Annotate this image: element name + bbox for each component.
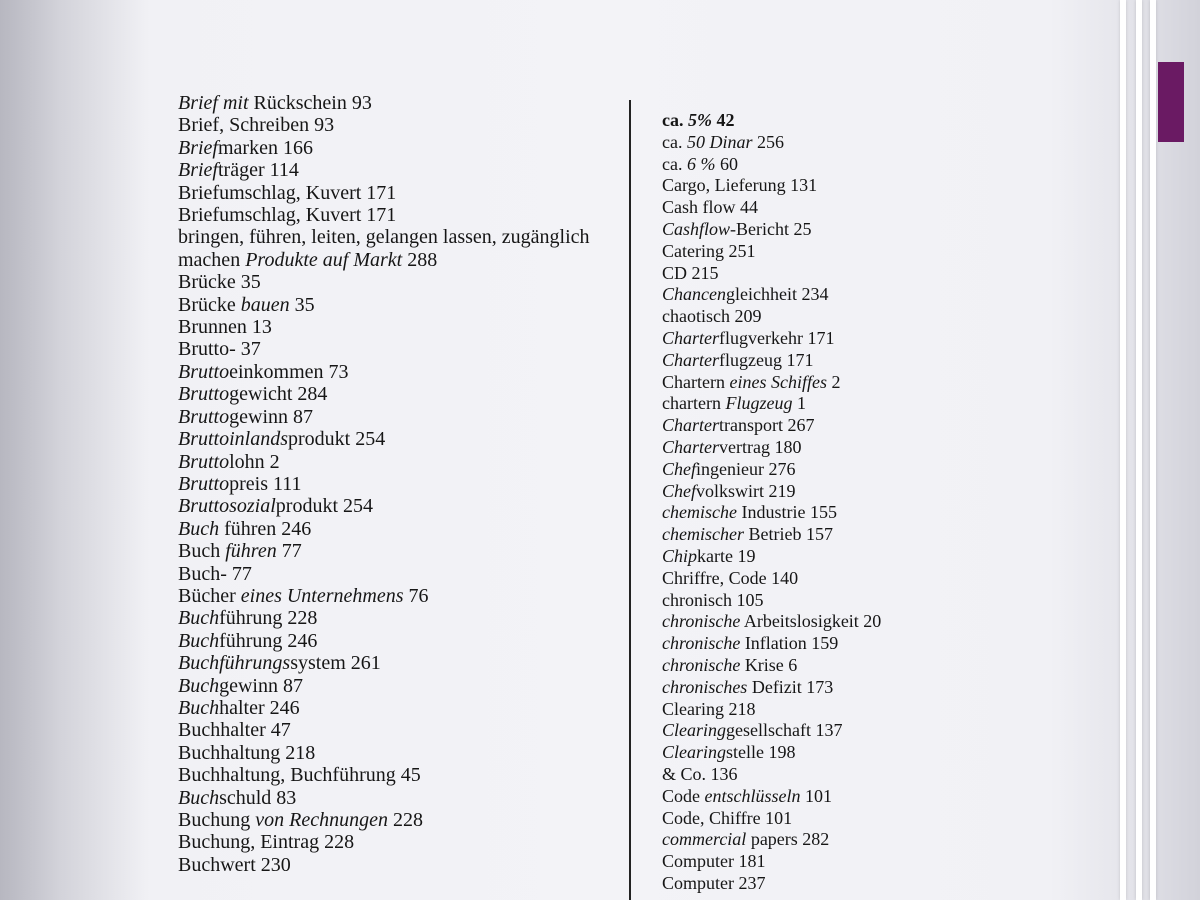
index-entry-text: Bruttoinlands [178, 428, 289, 451]
index-entry-text: schuld 83 [219, 786, 297, 809]
index-entry-text: Brief mit [178, 92, 249, 114]
index-entry-text: Code [662, 785, 705, 806]
index-column-left [178, 92, 598, 876]
index-entry-text: Brücke 35 [178, 271, 261, 294]
index-entry-text: Buchhalter 47 [178, 719, 291, 742]
index-entry-text: Cargo, Lieferung 131 [662, 175, 818, 196]
index-entry-text: -Bericht 25 [730, 218, 812, 239]
index-entry [178, 204, 598, 226]
index-entry [178, 137, 598, 159]
index-entry-text: 6 % [686, 153, 716, 174]
index-entry [178, 854, 598, 876]
index-entry-text: entschlüsseln [704, 785, 801, 806]
index-entry-text: Buch- 77 [178, 562, 252, 585]
index-entry [662, 524, 881, 546]
index-entry [662, 481, 881, 503]
index-entry [662, 284, 881, 306]
index-entry-text: Code, Chiffre 101 [662, 807, 793, 828]
index-entry-text: Brief, Schreiben 93 [178, 114, 335, 137]
index-entry-text: Produkte auf Markt [245, 248, 403, 271]
index-entry-text: Catering 251 [662, 240, 756, 261]
index-entry-text: Buch [178, 786, 220, 809]
index-entry-text: chemischer [662, 524, 744, 545]
index-entry [178, 316, 598, 338]
index-entry [178, 764, 598, 786]
index-entry [662, 633, 881, 655]
index-entry [662, 808, 881, 830]
index-entry-text: Charter [662, 436, 720, 457]
index-entry-text: chemische [662, 502, 737, 523]
index-entry [178, 114, 598, 136]
index-entry [178, 495, 598, 517]
index-entry [662, 110, 881, 132]
index-entry-text: Buch [178, 607, 220, 630]
index-entry [662, 393, 881, 415]
index-entry [662, 175, 881, 197]
index-entry-text: Brunnen 13 [178, 316, 272, 339]
index-entry-text: Buch [178, 517, 220, 540]
index-entry-text: Betrieb 157 [743, 524, 833, 545]
index-entry [662, 219, 881, 241]
index-entry-text: bauen [240, 293, 290, 316]
index-entry-text: Cash flow 44 [662, 197, 758, 218]
index-entry-text: Flugzeug [725, 393, 793, 414]
index-entry-text: flugverkehr 171 [719, 327, 835, 348]
index-entry-text: eines Unternehmens [240, 584, 404, 607]
index-entry-text: lohn 2 [229, 450, 280, 473]
index-entry-text: karte 19 [697, 545, 756, 566]
index-entry-text: Inflation 159 [740, 633, 839, 654]
index-entry-text: Krise 6 [740, 654, 798, 675]
index-entry-text: Buch [178, 696, 220, 719]
index-entry-text: chaotisch 209 [662, 306, 762, 327]
index-entry-text: Brutto [178, 383, 230, 406]
index-entry [178, 473, 598, 495]
index-entry-text: volkswirt 219 [696, 480, 796, 501]
index-entry-text: Buch [178, 674, 220, 697]
index-entry-text: Chef [662, 458, 696, 479]
index-entry [178, 787, 598, 809]
index-entry-text: gewinn 87 [219, 674, 303, 697]
page-edge [1150, 0, 1156, 900]
index-entry-text: 228 [387, 809, 423, 831]
index-entry-text: Charter [662, 415, 720, 436]
index-entry-text: chronische [662, 654, 741, 675]
index-entry-text: Brutto [178, 450, 230, 473]
index-entry-text: Bücher [178, 584, 241, 607]
index-entry-text: 42 [712, 110, 735, 130]
index-entry-text: Brutto [178, 405, 230, 428]
index-entry [178, 675, 598, 697]
index-entry-text: gesellschaft 137 [726, 720, 843, 741]
index-entry [662, 873, 881, 895]
index-entry-text: chronisch 105 [662, 589, 764, 610]
index-entry-text: Charter [662, 327, 720, 348]
index-entry-text: chronische [662, 633, 741, 654]
index-entry [662, 263, 881, 285]
index-entry-text: Buchhaltung 218 [178, 741, 316, 764]
index-entry-text: Industrie 155 [736, 502, 837, 523]
index-entry [178, 383, 598, 405]
index-entry-text: flugzeug 171 [719, 349, 814, 370]
index-entry-text: ca. [662, 153, 687, 174]
index-entry [178, 607, 598, 629]
index-entry [178, 226, 598, 271]
index-entry [662, 786, 881, 808]
index-entry [662, 851, 881, 873]
index-entry [662, 350, 881, 372]
index-entry-text: eines Schiffes [729, 371, 827, 392]
index-entry-text: Brutto [178, 472, 230, 495]
index-entry-text: führung 246 [219, 629, 318, 652]
index-entry-text: 288 [402, 248, 438, 271]
index-entry-text: chartern [662, 393, 726, 414]
index-entry-text: Brief [178, 159, 218, 182]
index-entry [178, 92, 598, 114]
bookmark-ribbon [1158, 62, 1184, 142]
index-entry-text: Chip [662, 545, 698, 566]
index-entry-text: transport 267 [719, 415, 815, 436]
index-entry-text: Chef [662, 480, 696, 501]
index-entry-text: bringen, führen, leiten, gelangen lassen, zugänglich machen [178, 226, 590, 271]
index-entry-text: Clearing [662, 720, 727, 741]
index-entry [178, 630, 598, 652]
index-entry-text: Charter [662, 349, 720, 370]
index-entry-text: papers 282 [746, 829, 830, 850]
index-entry-text: führen 246 [219, 517, 312, 540]
index-entry-text: produkt 254 [275, 495, 374, 518]
index-entry-text: Brutto [178, 360, 230, 383]
index-entry [662, 437, 881, 459]
index-entry [662, 829, 881, 851]
index-entry-text: Brücke [178, 293, 241, 316]
index-entry-text: einkommen 73 [229, 360, 349, 383]
index-entry-text: Rückschein 93 [248, 92, 372, 114]
index-entry [178, 451, 598, 473]
index-entry-text: Clearing [662, 742, 727, 763]
index-entry [662, 459, 881, 481]
index-entry [178, 585, 598, 607]
index-entry-text: Defizit 173 [747, 676, 834, 697]
index-entry-text: Buch [178, 540, 226, 563]
index-entry-text: system 261 [290, 652, 381, 675]
index-entry [662, 699, 881, 721]
index-entry [178, 518, 598, 540]
index-entry-text: Buch [178, 629, 220, 652]
index-entry [178, 406, 598, 428]
index-entry-text: commercial [662, 829, 747, 850]
index-entry-text: Buchhaltung, Buchführung 45 [178, 764, 421, 787]
index-column-right [662, 110, 881, 895]
index-entry-text: 50 Dinar [686, 131, 753, 152]
index-entry [178, 271, 598, 293]
index-entry [178, 361, 598, 383]
index-entry [178, 159, 598, 181]
index-entry [662, 655, 881, 677]
index-entry [178, 540, 598, 562]
index-entry [662, 764, 881, 786]
index-entry-text: & Co. 136 [662, 763, 738, 784]
index-entry-text: CD 215 [662, 262, 719, 283]
index-entry-text: Briefumschlag, Kuvert 171 [178, 181, 397, 204]
index-entry-text: Briefumschlag, Kuvert 171 [178, 204, 397, 227]
index-entry-text: führen [225, 540, 277, 563]
index-entry [178, 809, 598, 831]
index-entry [178, 182, 598, 204]
index-entry [662, 720, 881, 742]
index-entry-text: Chancen [662, 284, 726, 305]
index-entry-text: führung 228 [219, 607, 318, 630]
index-entry-text: Buchung, Eintrag 228 [178, 831, 355, 854]
index-entry [662, 306, 881, 328]
index-entry-text: halter 246 [219, 696, 300, 719]
index-entry [662, 372, 881, 394]
index-entry-text: 60 [715, 153, 738, 174]
index-entry-text: 2 [826, 371, 841, 392]
index-entry-text: gewicht 284 [229, 383, 328, 406]
index-entry [178, 294, 598, 316]
index-entry-text: ingenieur 276 [696, 458, 796, 479]
index-entry-text: gleichheit 234 [725, 284, 829, 305]
index-entry [662, 415, 881, 437]
index-entry-text: Chartern [662, 371, 730, 392]
index-entry [662, 241, 881, 263]
index-entry-text: Chriffre, Code 140 [662, 567, 799, 588]
index-entry-text: Arbeitslosigkeit 20 [740, 611, 882, 632]
index-entry [662, 590, 881, 612]
index-entry [178, 428, 598, 450]
index-entry-text: träger 114 [218, 159, 299, 182]
index-entry-text: Buchführungs [178, 652, 291, 675]
index-entry-text: Computer 237 [662, 872, 766, 893]
index-entry-text: Brutto- 37 [178, 338, 261, 361]
index-entry [662, 154, 881, 176]
index-entry-text: 35 [289, 293, 315, 316]
index-entry-text: 77 [276, 540, 302, 563]
index-entry [662, 568, 881, 590]
index-entry-text: Buchwert 230 [178, 853, 291, 876]
index-entry [178, 742, 598, 764]
index-entry [178, 563, 598, 585]
column-divider [629, 100, 631, 900]
index-entry-text: 101 [800, 785, 832, 806]
index-entry [178, 719, 598, 741]
index-entry-text: 76 [403, 584, 429, 607]
index-entry-text: chronische [662, 611, 741, 632]
index-entry [662, 328, 881, 350]
index-entry-text: chronisches [662, 676, 748, 697]
index-entry [662, 677, 881, 699]
index-entry-text: preis 111 [229, 472, 302, 495]
index-entry [662, 197, 881, 219]
index-entry [662, 546, 881, 568]
index-entry-text: stelle 198 [726, 742, 796, 763]
index-entry-text: Computer 181 [662, 851, 766, 872]
index-entry-text: Bruttosozial [178, 495, 276, 518]
index-entry-text: gewinn 87 [229, 405, 314, 428]
index-entry [662, 742, 881, 764]
index-entry-text: 1 [792, 393, 806, 414]
index-entry-text: ca. [662, 110, 688, 130]
index-entry-text: Brief [178, 136, 218, 159]
index-entry-text: Buchung [178, 809, 256, 831]
index-entry-text: 256 [752, 131, 784, 152]
index-entry-text: Cashflow [662, 218, 731, 239]
index-entry [662, 611, 881, 633]
index-entry [178, 831, 598, 853]
index-entry-text: marken 166 [218, 136, 313, 159]
index-entry [662, 502, 881, 524]
index-entry-text: produkt 254 [288, 428, 386, 451]
index-entry-text: ca. [662, 131, 687, 152]
gutter-shadow [0, 0, 150, 900]
page-edge [1136, 0, 1142, 900]
index-entry [178, 652, 598, 674]
index-entry [178, 697, 598, 719]
index-entry-text: vertrag 180 [719, 436, 802, 457]
index-entry-text: von Rechnungen [255, 809, 388, 831]
index-entry [662, 132, 881, 154]
index-entry-text: Clearing 218 [662, 698, 756, 719]
page-edge [1120, 0, 1126, 900]
index-entry-text: 5% [688, 110, 712, 130]
index-entry [178, 338, 598, 360]
